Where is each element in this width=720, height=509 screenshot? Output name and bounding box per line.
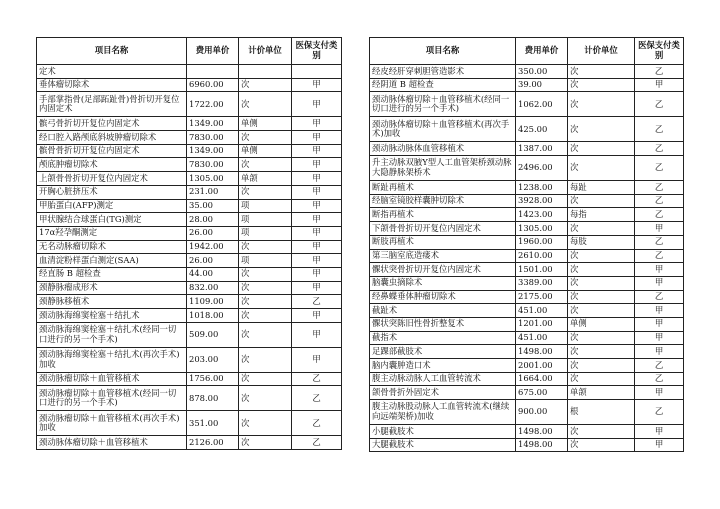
unit-price-cell: 7830.00 xyxy=(187,131,239,145)
unit-price-cell: 2175.00 xyxy=(516,290,568,304)
table-row xyxy=(37,347,342,372)
unit-price-cell: 6960.00 xyxy=(187,78,239,92)
item-name-cell: 上颌骨骨折切开复位内固定术 xyxy=(37,172,187,186)
item-name-cell: 17α羟孕酮测定 xyxy=(37,226,187,240)
pricing-unit-cell: 次 xyxy=(239,295,292,309)
pricing-unit-cell: 次 xyxy=(239,267,292,281)
item-name-cell: 足踝部截肢术 xyxy=(370,345,516,359)
unit-price-cell: 1018.00 xyxy=(187,309,239,323)
item-name-cell: 第三脑室底造瘘术 xyxy=(370,249,516,263)
item-name-cell: 颈动脉体瘤切除＋血管移植术(经同一切口进行的另一个手术) xyxy=(370,92,516,117)
item-name-cell: 经直肠 B 超检查 xyxy=(37,267,187,281)
insurance-category-cell: 乙 xyxy=(635,249,684,263)
insurance-category-cell: 甲 xyxy=(292,185,342,199)
pricing-unit-cell: 根 xyxy=(568,400,635,425)
pricing-unit-cell: 单颌 xyxy=(568,386,635,400)
unit-price-cell: 675.00 xyxy=(516,386,568,400)
pricing-unit-cell: 次 xyxy=(239,131,292,145)
table-row xyxy=(37,226,342,240)
item-name-cell: 断趾再植术 xyxy=(370,181,516,195)
insurance-category-cell: 甲 xyxy=(635,331,684,345)
insurance-category-cell: 甲 xyxy=(292,131,342,145)
item-name-cell: 颈动脉瘤切除＋血管移植术 xyxy=(37,372,187,386)
insurance-category-cell: 乙 xyxy=(292,411,342,436)
pricing-unit-cell: 次 xyxy=(568,359,635,373)
item-name-cell: 颈动脉海绵窦栓塞＋结扎术 xyxy=(37,309,187,323)
table-row xyxy=(37,117,342,131)
pricing-unit-cell: 次 xyxy=(239,322,292,347)
insurance-category-cell: 乙 xyxy=(635,92,684,117)
insurance-category-cell: 甲 xyxy=(292,281,342,295)
insurance-category-cell: 甲 xyxy=(635,304,684,318)
unit-price-cell: 1498.00 xyxy=(516,425,568,439)
pricing-unit-cell: 次 xyxy=(568,142,635,156)
insurance-category-cell: 甲 xyxy=(292,347,342,372)
table-row xyxy=(370,92,684,117)
pricing-unit-cell: 次 xyxy=(568,304,635,318)
unit-price-cell: 425.00 xyxy=(516,117,568,142)
pricing-unit-cell: 项 xyxy=(239,226,292,240)
item-name-cell: 颈动脉动脉体血管移植术 xyxy=(370,142,516,156)
unit-price-cell: 1387.00 xyxy=(516,142,568,156)
item-name-cell: 小腿截肢术 xyxy=(370,425,516,439)
item-name-cell: 垂体瘤切除术 xyxy=(37,78,187,92)
item-name-cell: 断肢再植术 xyxy=(370,235,516,249)
unit-price-cell: 900.00 xyxy=(516,400,568,425)
item-name-cell: 甲胎蛋白(AFP)测定 xyxy=(37,199,187,213)
pricing-unit-cell: 次 xyxy=(239,372,292,386)
header-unit-price: 费用单价 xyxy=(187,38,239,65)
table-row xyxy=(370,400,684,425)
item-name-cell: 升主动脉双腋Y型人工血管架桥颈动脉大隐静脉架桥术 xyxy=(370,156,516,181)
item-name-cell: 髁状突陈旧性骨折整复术 xyxy=(370,317,516,331)
unit-price-cell: 1498.00 xyxy=(516,438,568,452)
unit-price-cell: 7830.00 xyxy=(187,158,239,172)
table-row xyxy=(37,172,342,186)
fee-table-right xyxy=(369,37,684,452)
table-row xyxy=(37,240,342,254)
table-row xyxy=(37,199,342,213)
insurance-category-cell: 甲 xyxy=(292,158,342,172)
pricing-unit-cell: 次 xyxy=(568,92,635,117)
table-row xyxy=(37,65,342,79)
header-insurance-category: 医保支付类别 xyxy=(292,38,342,65)
table-row xyxy=(370,345,684,359)
table-row xyxy=(37,78,342,92)
insurance-category-cell: 甲 xyxy=(292,322,342,347)
item-name-cell: 髌骨骨折切开复位内固定术 xyxy=(37,144,187,158)
pricing-unit-cell: 次 xyxy=(239,386,292,411)
item-name-cell: 颈动脉体瘤切除＋血管移植术(再次手术)加收 xyxy=(370,117,516,142)
unit-price-cell: 1664.00 xyxy=(516,372,568,386)
table-row xyxy=(370,222,684,236)
unit-price-cell: 1305.00 xyxy=(187,172,239,186)
table-row xyxy=(37,295,342,309)
unit-price-cell: 2496.00 xyxy=(516,156,568,181)
unit-price-cell: 35.00 xyxy=(187,199,239,213)
unit-price-cell: 1305.00 xyxy=(516,222,568,236)
item-name-cell: 经口腔入路颅底斜坡肿瘤切除术 xyxy=(37,131,187,145)
pricing-unit-cell: 单侧 xyxy=(568,317,635,331)
pricing-unit-cell: 次 xyxy=(239,347,292,372)
unit-price-cell: 1942.00 xyxy=(187,240,239,254)
pricing-unit-cell: 次 xyxy=(568,65,635,79)
insurance-category-cell: 甲 xyxy=(292,78,342,92)
unit-price-cell: 350.00 xyxy=(516,65,568,79)
pricing-unit-cell: 每肢 xyxy=(568,235,635,249)
item-name-cell: 定术 xyxy=(37,65,187,79)
item-name-cell: 腹主动脉动脉人工血管转流术 xyxy=(370,372,516,386)
item-name-cell: 腹主动脉股动脉人工血管转流术(继续向远端架桥)加收 xyxy=(370,400,516,425)
insurance-category-cell: 乙 xyxy=(635,400,684,425)
item-name-cell: 下颌骨骨折切开复位内固定术 xyxy=(370,222,516,236)
table-row xyxy=(370,276,684,290)
insurance-category-cell: 甲 xyxy=(292,226,342,240)
insurance-category-cell: 乙 xyxy=(292,372,342,386)
table-row xyxy=(370,331,684,345)
insurance-category-cell: 乙 xyxy=(635,117,684,142)
unit-price-cell: 1498.00 xyxy=(516,345,568,359)
insurance-category-cell: 甲 xyxy=(292,117,342,131)
insurance-category-cell: 甲 xyxy=(635,425,684,439)
item-name-cell: 髌弓骨折切开复位内固定术 xyxy=(37,117,187,131)
insurance-category-cell: 甲 xyxy=(292,92,342,117)
table-row xyxy=(370,181,684,195)
header-pricing-unit: 计价单位 xyxy=(239,38,292,65)
pricing-unit-cell: 单侧 xyxy=(239,117,292,131)
insurance-category-cell: 甲 xyxy=(635,386,684,400)
table-header-row xyxy=(370,38,684,65)
unit-price-cell: 231.00 xyxy=(187,185,239,199)
unit-price-cell: 28.00 xyxy=(187,213,239,227)
item-name-cell: 开胸心脏挤压术 xyxy=(37,185,187,199)
insurance-category-cell: 甲 xyxy=(292,144,342,158)
item-name-cell: 颌骨骨折外固定术 xyxy=(370,386,516,400)
pricing-unit-cell: 次 xyxy=(239,309,292,323)
pricing-unit-cell: 次 xyxy=(239,240,292,254)
pricing-unit-cell: 次 xyxy=(568,331,635,345)
item-name-cell: 髁状突骨折切开复位内固定术 xyxy=(370,263,516,277)
insurance-category-cell: 乙 xyxy=(635,290,684,304)
unit-price-cell: 1501.00 xyxy=(516,263,568,277)
table-row xyxy=(37,322,342,347)
table-row xyxy=(370,235,684,249)
insurance-category-cell: 乙 xyxy=(635,142,684,156)
header-item-name: 项目名称 xyxy=(37,38,187,65)
pricing-unit-cell: 次 xyxy=(239,281,292,295)
table-row xyxy=(370,263,684,277)
fee-table-left xyxy=(36,37,342,450)
table-row xyxy=(370,117,684,142)
item-name-cell: 甲状腺结合球蛋白(TG)测定 xyxy=(37,213,187,227)
insurance-category-cell: 乙 xyxy=(635,65,684,79)
pricing-unit-cell: 项 xyxy=(239,213,292,227)
pricing-unit-cell: 次 xyxy=(568,194,635,208)
insurance-category-cell: 乙 xyxy=(292,295,342,309)
table-row xyxy=(37,254,342,268)
item-name-cell: 截指术 xyxy=(370,331,516,345)
insurance-category-cell: 乙 xyxy=(292,386,342,411)
table-row xyxy=(370,142,684,156)
pricing-unit-cell: 次 xyxy=(568,78,635,92)
table-row xyxy=(370,425,684,439)
unit-price-cell: 203.00 xyxy=(187,347,239,372)
table-row xyxy=(37,213,342,227)
pricing-unit-cell: 次 xyxy=(568,249,635,263)
table-row xyxy=(370,156,684,181)
unit-price-cell: 451.00 xyxy=(516,331,568,345)
insurance-category-cell: 甲 xyxy=(635,276,684,290)
table-row xyxy=(370,386,684,400)
insurance-category-cell: 乙 xyxy=(635,181,684,195)
table-row xyxy=(37,309,342,323)
unit-price-cell: 1201.00 xyxy=(516,317,568,331)
pricing-unit-cell: 次 xyxy=(568,290,635,304)
unit-price-cell xyxy=(187,65,239,79)
table-row xyxy=(370,208,684,222)
unit-price-cell: 3928.00 xyxy=(516,194,568,208)
pricing-unit-cell xyxy=(239,65,292,79)
unit-price-cell: 2610.00 xyxy=(516,249,568,263)
insurance-category-cell: 甲 xyxy=(635,222,684,236)
pricing-unit-cell: 项 xyxy=(239,254,292,268)
item-name-cell: 颈动脉瘤切除＋血管移植术(经同一切口进行的另一个手术) xyxy=(37,386,187,411)
header-pricing-unit: 计价单位 xyxy=(568,38,635,65)
item-name-cell: 脑囊虫摘除术 xyxy=(370,276,516,290)
unit-price-cell: 1960.00 xyxy=(516,235,568,249)
insurance-category-cell: 甲 xyxy=(292,267,342,281)
item-name-cell: 颈动脉海绵窦栓塞＋结扎术(经同一切口进行的另一个手术) xyxy=(37,322,187,347)
insurance-category-cell: 甲 xyxy=(635,345,684,359)
item-name-cell: 无名动脉瘤切除术 xyxy=(37,240,187,254)
item-name-cell: 断指再植术 xyxy=(370,208,516,222)
unit-price-cell: 1722.00 xyxy=(187,92,239,117)
table-row xyxy=(370,65,684,79)
table-row xyxy=(370,304,684,318)
insurance-category-cell: 甲 xyxy=(292,199,342,213)
insurance-category-cell: 甲 xyxy=(292,213,342,227)
unit-price-cell: 1238.00 xyxy=(516,181,568,195)
insurance-category-cell: 甲 xyxy=(635,78,684,92)
insurance-category-cell: 乙 xyxy=(635,208,684,222)
header-insurance-category: 医保支付类别 xyxy=(635,38,684,65)
unit-price-cell: 44.00 xyxy=(187,267,239,281)
pricing-unit-cell: 次 xyxy=(239,411,292,436)
table-row xyxy=(37,158,342,172)
item-name-cell: 颅底肿瘤切除术 xyxy=(37,158,187,172)
pricing-unit-cell: 次 xyxy=(568,222,635,236)
pricing-unit-cell: 次 xyxy=(239,158,292,172)
table-row xyxy=(37,281,342,295)
insurance-category-cell: 乙 xyxy=(635,359,684,373)
table-row xyxy=(370,317,684,331)
pricing-unit-cell: 次 xyxy=(568,425,635,439)
item-name-cell: 经皮经肝穿刺胆管造影术 xyxy=(370,65,516,79)
item-name-cell: 颈静脉移植术 xyxy=(37,295,187,309)
table-row xyxy=(37,185,342,199)
table-row xyxy=(37,92,342,117)
item-name-cell: 大腿截肢术 xyxy=(370,438,516,452)
unit-price-cell: 351.00 xyxy=(187,411,239,436)
table-row xyxy=(37,267,342,281)
fee-table-right-body xyxy=(370,65,684,452)
table-row xyxy=(370,359,684,373)
unit-price-cell: 451.00 xyxy=(516,304,568,318)
insurance-category-cell: 甲 xyxy=(292,240,342,254)
insurance-category-cell: 甲 xyxy=(635,438,684,452)
unit-price-cell: 1756.00 xyxy=(187,372,239,386)
insurance-category-cell: 乙 xyxy=(635,194,684,208)
item-name-cell: 经鼻蝶垂体肿瘤切除术 xyxy=(370,290,516,304)
table-row xyxy=(37,131,342,145)
table-row xyxy=(370,78,684,92)
item-name-cell: 截趾术 xyxy=(370,304,516,318)
item-name-cell: 颈静脉瘤成形术 xyxy=(37,281,187,295)
unit-price-cell: 1423.00 xyxy=(516,208,568,222)
unit-price-cell: 1109.00 xyxy=(187,295,239,309)
item-name-cell: 经阴道 B 超检查 xyxy=(370,78,516,92)
item-name-cell: 颈动脉海绵窦栓塞＋结扎术(再次手术)加收 xyxy=(37,347,187,372)
item-name-cell: 血清淀粉样蛋白测定(SAA) xyxy=(37,254,187,268)
pricing-unit-cell: 次 xyxy=(568,438,635,452)
unit-price-cell: 2126.00 xyxy=(187,436,239,450)
unit-price-cell: 1349.00 xyxy=(187,144,239,158)
pricing-unit-cell: 项 xyxy=(239,199,292,213)
table-row xyxy=(37,411,342,436)
pricing-unit-cell: 次 xyxy=(239,78,292,92)
header-unit-price: 费用单价 xyxy=(516,38,568,65)
item-name-cell: 手部掌指骨(足部跖趾骨)骨折切开复位内固定术 xyxy=(37,92,187,117)
table-row xyxy=(37,372,342,386)
pricing-unit-cell: 次 xyxy=(239,436,292,450)
unit-price-cell: 509.00 xyxy=(187,322,239,347)
pricing-unit-cell: 次 xyxy=(568,276,635,290)
unit-price-cell: 26.00 xyxy=(187,254,239,268)
pricing-unit-cell: 单颌 xyxy=(239,172,292,186)
insurance-category-cell: 乙 xyxy=(292,436,342,450)
insurance-category-cell: 甲 xyxy=(292,254,342,268)
table-row xyxy=(370,438,684,452)
table-row xyxy=(370,372,684,386)
item-name-cell: 脑内囊肿造口术 xyxy=(370,359,516,373)
header-item-name: 项目名称 xyxy=(370,38,516,65)
pricing-unit-cell: 每指 xyxy=(568,208,635,222)
unit-price-cell: 2001.00 xyxy=(516,359,568,373)
pricing-unit-cell: 次 xyxy=(568,345,635,359)
pricing-unit-cell: 次 xyxy=(239,92,292,117)
unit-price-cell: 878.00 xyxy=(187,386,239,411)
unit-price-cell: 3389.00 xyxy=(516,276,568,290)
fee-table-left-body xyxy=(37,65,342,450)
unit-price-cell: 39.00 xyxy=(516,78,568,92)
pricing-unit-cell: 次 xyxy=(568,156,635,181)
item-name-cell: 颈动脉体瘤切除＋血管移植术 xyxy=(37,436,187,450)
pricing-unit-cell: 次 xyxy=(568,372,635,386)
insurance-category-cell: 甲 xyxy=(292,309,342,323)
pricing-unit-cell: 次 xyxy=(568,117,635,142)
insurance-category-cell: 乙 xyxy=(635,235,684,249)
insurance-category-cell: 甲 xyxy=(635,317,684,331)
table-header-row xyxy=(37,38,342,65)
table-row xyxy=(37,436,342,450)
pricing-unit-cell: 每趾 xyxy=(568,181,635,195)
insurance-category-cell: 乙 xyxy=(635,156,684,181)
item-name-cell: 颈动脉瘤切除＋血管移植术(再次手术)加收 xyxy=(37,411,187,436)
insurance-category-cell: 甲 xyxy=(292,172,342,186)
unit-price-cell: 1062.00 xyxy=(516,92,568,117)
table-row xyxy=(37,386,342,411)
unit-price-cell: 26.00 xyxy=(187,226,239,240)
unit-price-cell: 832.00 xyxy=(187,281,239,295)
table-row xyxy=(370,249,684,263)
table-row xyxy=(370,194,684,208)
pricing-unit-cell: 次 xyxy=(239,185,292,199)
pricing-unit-cell: 单侧 xyxy=(239,144,292,158)
insurance-category-cell: 甲 xyxy=(635,263,684,277)
pricing-unit-cell: 次 xyxy=(568,263,635,277)
table-row xyxy=(370,290,684,304)
table-row xyxy=(37,144,342,158)
insurance-category-cell xyxy=(292,65,342,79)
insurance-category-cell: 乙 xyxy=(635,372,684,386)
item-name-cell: 经脑室镜胶样囊肿切除术 xyxy=(370,194,516,208)
unit-price-cell: 1349.00 xyxy=(187,117,239,131)
